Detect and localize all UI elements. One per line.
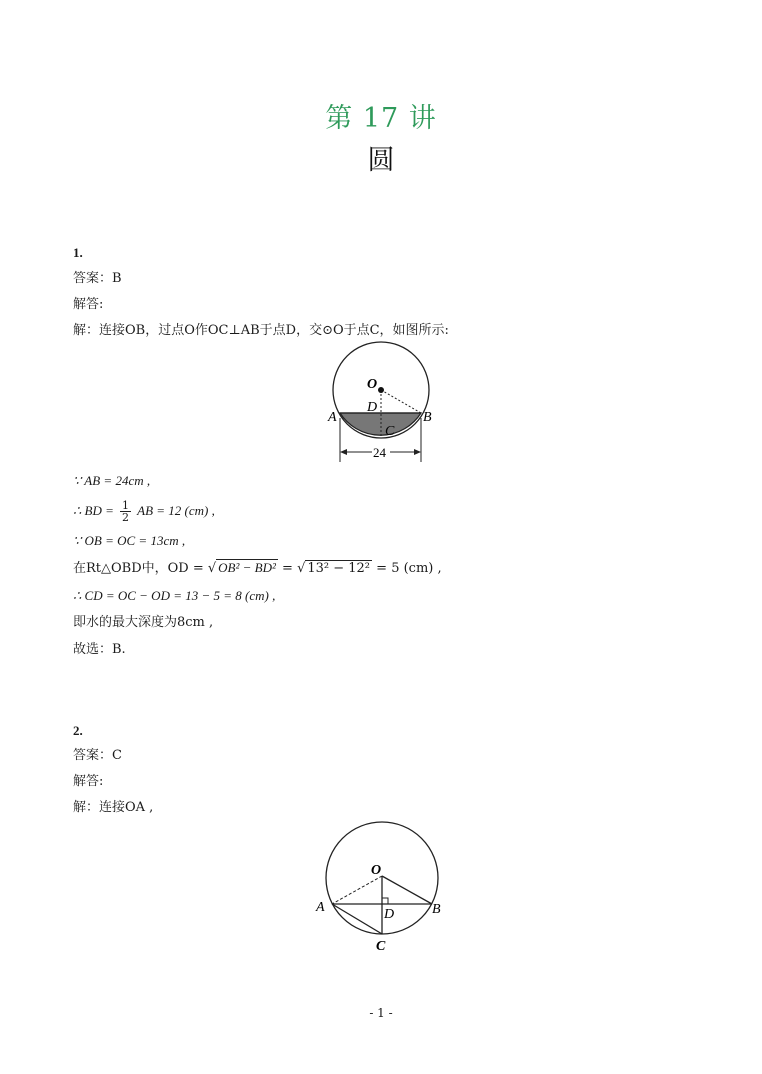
q1-step4-pre: 在Rt△OBD中，OD = √ [73,561,217,576]
label-b: B [423,410,432,425]
label-o: O [367,377,378,392]
sqrt-radicand-1: OB² − BD² [218,560,276,575]
q1-step1: ∵ AB = 24cm , [73,473,151,488]
question-1-answer: 答案：B [73,271,122,286]
center-dot [378,387,384,393]
line-ac-2 [332,904,382,934]
dim-arrow-right [414,449,421,455]
q1-step4 [73,559,442,578]
question-1-number: 1. [73,245,83,260]
q1-step7: 故选：B. [73,642,126,657]
right-angle-mark [382,898,388,904]
label-a-2: A [316,900,325,915]
label-o-2: O [371,863,382,878]
q1-step4-post: = 5 (cm) , [372,561,442,576]
question-1-figure [320,340,445,470]
label-a: A [328,410,337,425]
line-ob-2 [382,876,432,904]
q1-step5: ∴ CD = OC − OD = 13 − 5 = 8 (cm) , [73,588,276,603]
label-c-2: C [376,939,386,954]
label-c: C [385,424,395,439]
label-b-2: B [432,902,441,917]
q1-step6: 即水的最大深度为8cm , [73,615,214,630]
q1-step2-pre: ∴ BD = [73,503,114,518]
question-1-solution-label: 解答: [73,297,104,312]
question-2-answer: 答案：C [73,748,122,763]
fraction-numerator: 1 [122,499,130,512]
page-number: - 1 - [369,1006,393,1020]
lesson-title: 第 17 讲 [325,103,437,134]
q1-step2 [73,500,215,523]
q1-step3: ∵ OB = OC = 13cm , [73,533,186,548]
question-2-solution-label: 解答: [73,774,104,789]
label-24: 24 [373,445,386,460]
question-2-number: 2. [73,723,83,738]
label-d-2: D [384,907,395,922]
question-2-figure [310,818,450,958]
fraction-half [120,500,131,523]
line-ob [381,390,421,413]
label-d: D [367,400,378,415]
sqrt-radicand-2: 13² − 12² [307,561,371,576]
q1-step2-post: AB = 12 (cm) , [137,503,215,518]
question-2-intro: 解：连接OA , [73,800,154,815]
lesson-subtitle: 圆 [367,145,395,176]
q1-step4-mid: = √ [277,561,306,576]
line-oa-2 [332,876,382,904]
fraction-denominator: 2 [122,511,130,524]
question-1-intro: 解：连接OB，过点O作OC⊥AB于点D，交⊙O于点C，如图所示: [73,323,449,338]
dim-arrow-left [340,449,347,455]
